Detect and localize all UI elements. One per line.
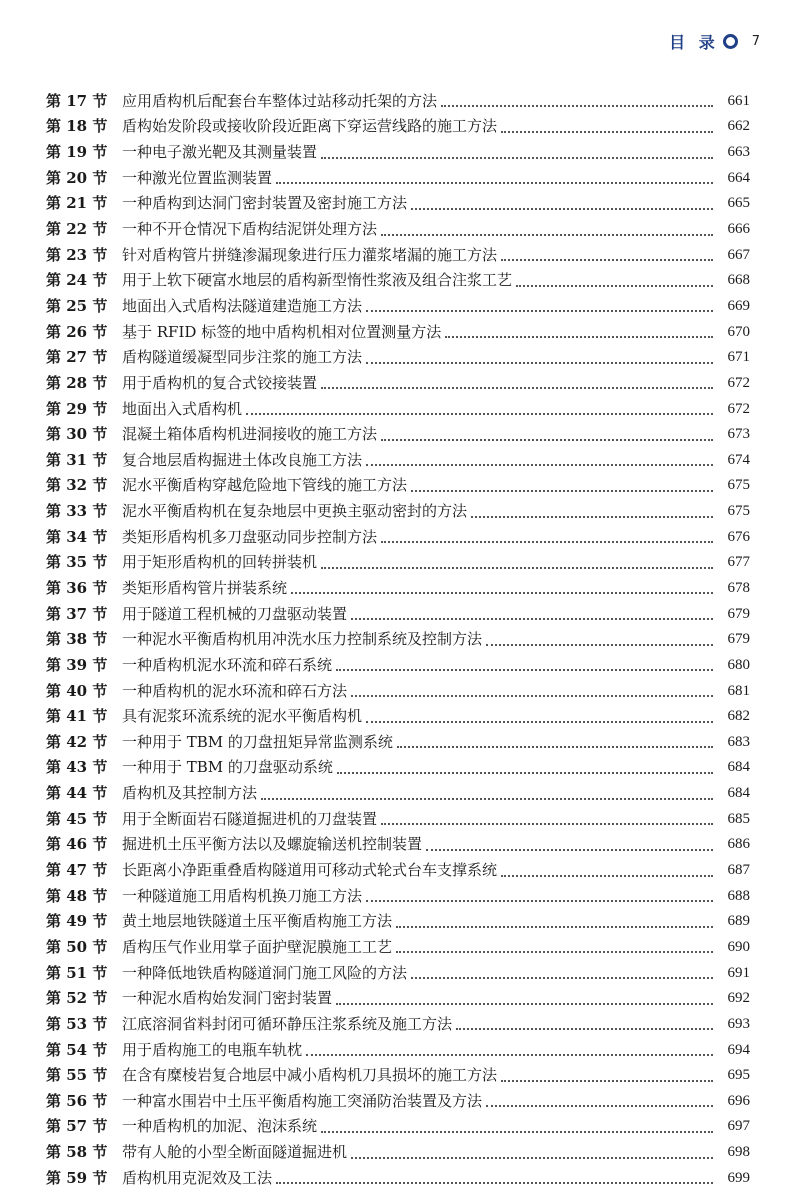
page-ref: 680 bbox=[727, 656, 750, 673]
section-number: 第 29 节 bbox=[46, 399, 108, 418]
dot-leader bbox=[411, 976, 713, 979]
page-ref: 697 bbox=[727, 1118, 750, 1135]
toc-entry[interactable] bbox=[46, 832, 750, 858]
dot-leader bbox=[441, 104, 713, 107]
section-title: 地面出入式盾构机 bbox=[122, 399, 243, 418]
page-ref: 698 bbox=[727, 1144, 750, 1161]
page-ref: 694 bbox=[727, 1041, 750, 1058]
section-number: 第 52 节 bbox=[46, 989, 108, 1008]
dot-leader bbox=[321, 386, 713, 389]
page-ref: 675 bbox=[727, 477, 750, 494]
page-ref: 687 bbox=[727, 862, 750, 879]
section-number: 第 56 节 bbox=[46, 1091, 108, 1110]
dot-leader bbox=[381, 540, 713, 543]
section-title: 黄土地层地铁隧道土压平衡盾构施工方法 bbox=[122, 912, 393, 931]
section-title: 一种用于 TBM 的刀盘扭矩异常监测系统 bbox=[122, 732, 393, 751]
section-title: 一种激光位置监测装置 bbox=[122, 168, 273, 187]
section-title: 类矩形盾构管片拼装系统 bbox=[122, 578, 288, 597]
section-title: 一种电子激光靶及其测量装置 bbox=[122, 143, 318, 162]
page-ref: 661 bbox=[727, 92, 750, 109]
toc-entry[interactable] bbox=[46, 1114, 750, 1140]
section-title: 盾构机及其控制方法 bbox=[122, 784, 258, 803]
section-title: 一种盾构到达洞门密封装置及密封施工方法 bbox=[122, 194, 408, 213]
section-title: 盾构机用克泥效及工法 bbox=[122, 1168, 273, 1187]
page-ref: 668 bbox=[727, 272, 750, 289]
section-title: 带有人舱的小型全断面隧道掘进机 bbox=[122, 1143, 348, 1162]
dot-leader bbox=[486, 643, 713, 646]
section-number: 第 28 节 bbox=[46, 373, 108, 392]
dot-leader bbox=[486, 1104, 713, 1107]
section-number: 第 55 节 bbox=[46, 1066, 108, 1085]
page-ref: 669 bbox=[727, 297, 750, 314]
toc-entry[interactable] bbox=[46, 755, 750, 781]
toc-entry[interactable] bbox=[46, 550, 750, 576]
dot-leader bbox=[366, 361, 713, 364]
toc-entry[interactable] bbox=[46, 1011, 750, 1037]
page-ref: 692 bbox=[727, 990, 750, 1007]
toc-entry[interactable] bbox=[46, 678, 750, 704]
section-title: 用于隧道工程机械的刀盘驱动装置 bbox=[122, 604, 348, 623]
section-number: 第 37 节 bbox=[46, 604, 108, 623]
dot-leader bbox=[351, 617, 713, 620]
dot-leader bbox=[381, 233, 713, 236]
section-title: 盾构压气作业用掌子面护壁泥膜施工工艺 bbox=[122, 937, 393, 956]
page-ref: 666 bbox=[727, 221, 750, 238]
section-number: 第 51 节 bbox=[46, 963, 108, 982]
table-of-contents bbox=[46, 88, 750, 1191]
page-ref: 662 bbox=[727, 118, 750, 135]
toc-entry[interactable] bbox=[46, 165, 750, 191]
section-title: 一种用于 TBM 的刀盘驱动系统 bbox=[122, 758, 333, 777]
toc-entry[interactable] bbox=[46, 498, 750, 524]
section-number: 第 26 节 bbox=[46, 322, 108, 341]
section-title: 盾构隧道缓凝型同步注浆的施工方法 bbox=[122, 348, 363, 367]
section-title: 盾构始发阶段或接收阶段近距离下穿运营线路的施工方法 bbox=[122, 117, 498, 136]
section-title: 用于盾构机的复合式铰接装置 bbox=[122, 373, 318, 392]
section-number: 第 18 节 bbox=[46, 117, 108, 136]
section-title: 用于全断面岩石隧道掘进机的刀盘装置 bbox=[122, 809, 378, 828]
toc-entry[interactable] bbox=[46, 780, 750, 806]
section-title: 应用盾构机后配套台车整体过站移动托架的方法 bbox=[122, 91, 438, 110]
page-ref: 684 bbox=[727, 759, 750, 776]
section-title: 江底溶洞省料封闭可循环静压注浆系统及施工方法 bbox=[122, 1014, 453, 1033]
page-ref: 672 bbox=[727, 374, 750, 391]
page-ref: 675 bbox=[727, 503, 750, 520]
toc-entry[interactable] bbox=[46, 934, 750, 960]
toc-entry[interactable] bbox=[46, 370, 750, 396]
dot-leader bbox=[337, 771, 713, 774]
toc-entry[interactable] bbox=[46, 601, 750, 627]
section-title: 具有泥浆环流系统的泥水平衡盾构机 bbox=[122, 707, 363, 726]
toc-entry[interactable] bbox=[46, 473, 750, 499]
section-number: 第 49 节 bbox=[46, 912, 108, 931]
section-title: 一种泥水盾构始发洞门密封装置 bbox=[122, 989, 333, 1008]
dot-leader bbox=[397, 745, 713, 748]
section-number: 第 27 节 bbox=[46, 348, 108, 367]
toc-entry[interactable] bbox=[46, 575, 750, 601]
dot-leader bbox=[381, 438, 713, 441]
toc-entry[interactable] bbox=[46, 88, 750, 114]
section-number: 第 39 节 bbox=[46, 655, 108, 674]
toc-entry[interactable] bbox=[46, 293, 750, 319]
toc-entry[interactable] bbox=[46, 729, 750, 755]
dot-leader bbox=[321, 566, 713, 569]
section-number: 第 35 节 bbox=[46, 553, 108, 572]
page-ref: 679 bbox=[727, 631, 750, 648]
toc-entry[interactable] bbox=[46, 396, 750, 422]
section-title: 地面出入式盾构法隧道建造施工方法 bbox=[122, 296, 363, 315]
section-number: 第 30 节 bbox=[46, 425, 108, 444]
dot-leader bbox=[366, 309, 713, 312]
circle-icon bbox=[723, 34, 738, 49]
toc-entry[interactable] bbox=[46, 1139, 750, 1165]
page-ref: 672 bbox=[727, 400, 750, 417]
dot-leader bbox=[366, 899, 713, 902]
section-title: 类矩形盾构机多刀盘驱动同步控制方法 bbox=[122, 527, 378, 546]
page-title: 目 录 bbox=[669, 33, 719, 52]
section-number: 第 42 节 bbox=[46, 732, 108, 751]
dot-leader bbox=[306, 1053, 713, 1056]
section-title: 掘进机土压平衡方法以及螺旋输送机控制装置 bbox=[122, 835, 423, 854]
section-number: 第 20 节 bbox=[46, 168, 108, 187]
section-number: 第 24 节 bbox=[46, 271, 108, 290]
section-number: 第 53 节 bbox=[46, 1014, 108, 1033]
toc-entry[interactable] bbox=[46, 139, 750, 165]
toc-entry[interactable] bbox=[46, 1165, 750, 1191]
section-number: 第 48 节 bbox=[46, 886, 108, 905]
toc-entry[interactable] bbox=[46, 857, 750, 883]
page-ref: 682 bbox=[727, 708, 750, 725]
page-ref: 679 bbox=[727, 605, 750, 622]
dot-leader bbox=[426, 848, 713, 851]
section-title: 一种盾构机的加泥、泡沫系统 bbox=[122, 1117, 318, 1136]
toc-entry[interactable] bbox=[46, 191, 750, 217]
page-ref: 691 bbox=[727, 964, 750, 981]
toc-entry[interactable] bbox=[46, 1037, 750, 1063]
section-number: 第 17 节 bbox=[46, 91, 108, 110]
dot-leader bbox=[501, 258, 713, 261]
section-title: 一种降低地铁盾构隧道洞门施工风险的方法 bbox=[122, 963, 408, 982]
toc-entry[interactable] bbox=[46, 447, 750, 473]
toc-entry[interactable] bbox=[46, 985, 750, 1011]
dot-leader bbox=[501, 130, 713, 133]
section-number: 第 21 节 bbox=[46, 194, 108, 213]
page-ref: 671 bbox=[727, 349, 750, 366]
dot-leader bbox=[471, 515, 713, 518]
dot-leader bbox=[411, 489, 713, 492]
page-ref: 685 bbox=[727, 810, 750, 827]
toc-entry[interactable] bbox=[46, 909, 750, 935]
page-ref: 693 bbox=[727, 1015, 750, 1032]
page-ref: 683 bbox=[727, 733, 750, 750]
dot-leader bbox=[456, 1027, 713, 1030]
section-title: 基于 RFID 标签的地中盾构机相对位置测量方法 bbox=[122, 322, 442, 341]
toc-entry[interactable] bbox=[46, 344, 750, 370]
toc-entry[interactable] bbox=[46, 652, 750, 678]
toc-entry[interactable] bbox=[46, 421, 750, 447]
dot-leader bbox=[351, 1156, 713, 1159]
dot-leader bbox=[246, 412, 713, 415]
toc-entry[interactable] bbox=[46, 1088, 750, 1114]
page-ref: 695 bbox=[727, 1067, 750, 1084]
section-number: 第 43 节 bbox=[46, 758, 108, 777]
page-ref: 664 bbox=[727, 169, 750, 186]
dot-leader bbox=[291, 591, 713, 594]
dot-leader bbox=[276, 1181, 713, 1184]
toc-entry[interactable] bbox=[46, 114, 750, 140]
page-ref: 684 bbox=[727, 785, 750, 802]
dot-leader bbox=[276, 181, 713, 184]
section-number: 第 46 节 bbox=[46, 835, 108, 854]
section-title: 在含有糜棱岩复合地层中减小盾构机刀具损坏的施工方法 bbox=[122, 1066, 498, 1085]
section-number: 第 41 节 bbox=[46, 707, 108, 726]
section-number: 第 23 节 bbox=[46, 245, 108, 264]
section-title: 混凝土箱体盾构机进洞接收的施工方法 bbox=[122, 425, 378, 444]
section-title: 一种泥水平衡盾构机用冲洗水压力控制系统及控制方法 bbox=[122, 630, 483, 649]
section-title: 针对盾构管片拼缝渗漏现象进行压力灌浆堵漏的施工方法 bbox=[122, 245, 498, 264]
dot-leader bbox=[321, 1130, 713, 1133]
page-ref: 689 bbox=[727, 913, 750, 930]
section-number: 第 38 节 bbox=[46, 630, 108, 649]
toc-entry[interactable] bbox=[46, 319, 750, 345]
section-number: 第 22 节 bbox=[46, 220, 108, 239]
page-ref: 667 bbox=[727, 246, 750, 263]
section-title: 一种富水围岩中土压平衡盾构施工突涌防治装置及方法 bbox=[122, 1091, 483, 1110]
dot-leader bbox=[366, 463, 713, 466]
dot-leader bbox=[366, 720, 713, 723]
page-ref: 665 bbox=[727, 195, 750, 212]
section-title: 长距离小净距重叠盾构隧道用可移动式轮式台车支撑系统 bbox=[122, 861, 498, 880]
page-ref: 670 bbox=[727, 323, 750, 340]
section-number: 第 44 节 bbox=[46, 784, 108, 803]
section-title: 用于盾构施工的电瓶车轨枕 bbox=[122, 1040, 303, 1059]
dot-leader bbox=[516, 284, 713, 287]
toc-entry[interactable] bbox=[46, 806, 750, 832]
dot-leader bbox=[321, 156, 713, 159]
page-ref: 673 bbox=[727, 426, 750, 443]
toc-entry[interactable] bbox=[46, 524, 750, 550]
toc-entry[interactable] bbox=[46, 216, 750, 242]
toc-entry[interactable] bbox=[46, 626, 750, 652]
page-ref: 686 bbox=[727, 836, 750, 853]
section-title: 一种不开仓情况下盾构结泥饼处理方法 bbox=[122, 220, 378, 239]
dot-leader bbox=[411, 207, 713, 210]
dot-leader bbox=[396, 925, 713, 928]
section-number: 第 32 节 bbox=[46, 476, 108, 495]
section-number: 第 45 节 bbox=[46, 809, 108, 828]
toc-entry[interactable] bbox=[46, 883, 750, 909]
dot-leader bbox=[351, 694, 713, 697]
section-title: 复合地层盾构掘进土体改良施工方法 bbox=[122, 450, 363, 469]
dot-leader bbox=[261, 797, 713, 800]
section-number: 第 40 节 bbox=[46, 681, 108, 700]
toc-entry[interactable] bbox=[46, 703, 750, 729]
section-number: 第 47 节 bbox=[46, 861, 108, 880]
page-ref: 676 bbox=[727, 528, 750, 545]
page-header bbox=[669, 30, 760, 53]
dot-leader bbox=[396, 950, 713, 953]
page-ref: 688 bbox=[727, 887, 750, 904]
section-number: 第 19 节 bbox=[46, 143, 108, 162]
page-ref: 699 bbox=[727, 1169, 750, 1186]
section-number: 第 50 节 bbox=[46, 937, 108, 956]
dot-leader bbox=[501, 1079, 713, 1082]
page-ref: 696 bbox=[727, 1092, 750, 1109]
toc-entry[interactable] bbox=[46, 242, 750, 268]
section-title: 用于上软下硬富水地层的盾构新型惰性浆液及组合注浆工艺 bbox=[122, 271, 513, 290]
section-number: 第 54 节 bbox=[46, 1040, 108, 1059]
section-number: 第 59 节 bbox=[46, 1168, 108, 1187]
dot-leader bbox=[336, 1002, 713, 1005]
section-number: 第 58 节 bbox=[46, 1143, 108, 1162]
toc-entry[interactable] bbox=[46, 267, 750, 293]
dot-leader bbox=[381, 822, 713, 825]
page-ref: 663 bbox=[727, 144, 750, 161]
section-number: 第 34 节 bbox=[46, 527, 108, 546]
toc-entry[interactable] bbox=[46, 960, 750, 986]
section-title: 用于矩形盾构机的回转拼装机 bbox=[122, 553, 318, 572]
section-title: 泥水平衡盾构穿越危险地下管线的施工方法 bbox=[122, 476, 408, 495]
page-ref: 678 bbox=[727, 579, 750, 596]
dot-leader bbox=[336, 668, 713, 671]
page-number: 7 bbox=[751, 34, 760, 49]
section-number: 第 33 节 bbox=[46, 502, 108, 521]
page-ref: 674 bbox=[727, 451, 750, 468]
section-title: 一种盾构机泥水环流和碎石系统 bbox=[122, 655, 333, 674]
section-number: 第 25 节 bbox=[46, 296, 108, 315]
section-number: 第 31 节 bbox=[46, 450, 108, 469]
section-title: 一种盾构机的泥水环流和碎石方法 bbox=[122, 681, 348, 700]
section-number: 第 57 节 bbox=[46, 1117, 108, 1136]
section-title: 泥水平衡盾构机在复杂地层中更换主驱动密封的方法 bbox=[122, 502, 468, 521]
dot-leader bbox=[501, 874, 713, 877]
section-title: 一种隧道施工用盾构机换刀施工方法 bbox=[122, 886, 363, 905]
page-ref: 677 bbox=[727, 554, 750, 571]
page-ref: 681 bbox=[727, 682, 750, 699]
section-number: 第 36 节 bbox=[46, 578, 108, 597]
dot-leader bbox=[445, 335, 713, 338]
page-ref: 690 bbox=[727, 938, 750, 955]
toc-entry[interactable] bbox=[46, 1062, 750, 1088]
